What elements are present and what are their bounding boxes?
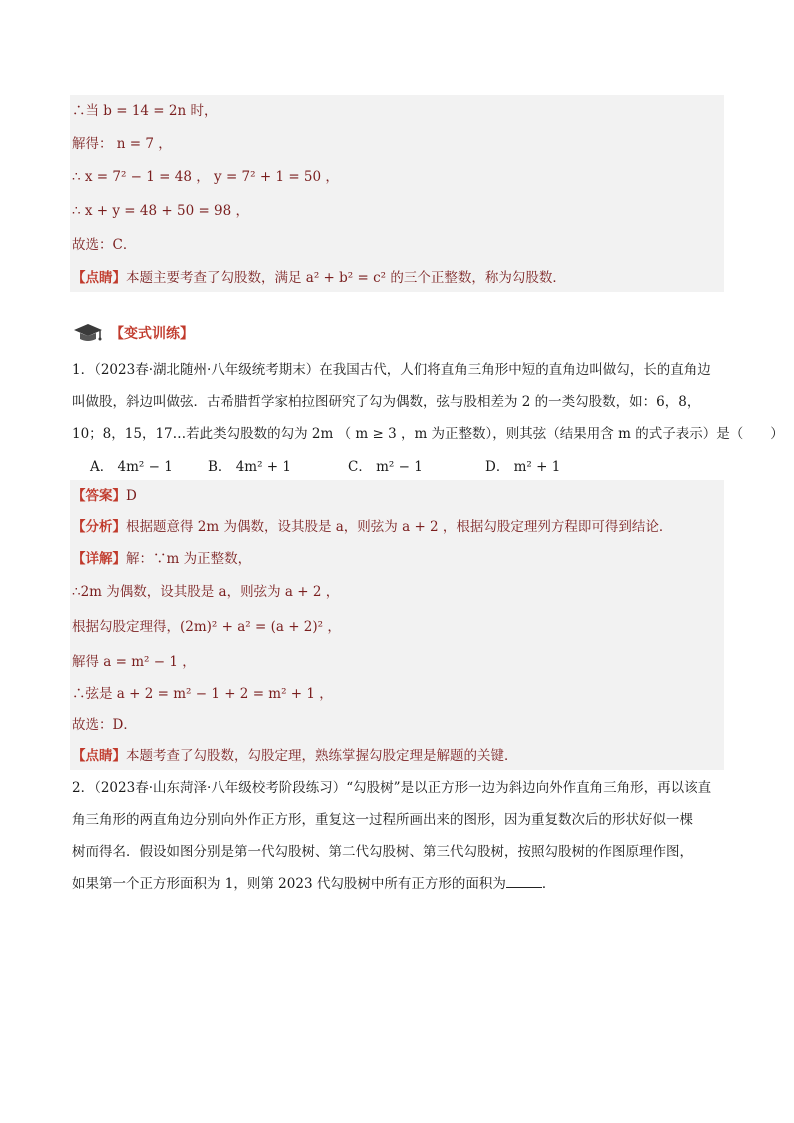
q1-detail <box>72 549 251 569</box>
q1-detail-line-1: ∴2m 为偶数，设其股是 a，则弦为 a + 2 ， <box>72 584 340 600</box>
q1-line-1: 1．（2023春·湖北随州·八年级统考期末）在我国古代，人们将直角三角形中短的直角边叫做勾，长的直角边 <box>72 362 711 378</box>
solution-line-5: 故选：C． <box>72 237 137 253</box>
q1-comment-tag: 【点睛】 <box>72 748 126 764</box>
graduation-cap-icon <box>72 322 104 344</box>
comment-text: 本题主要考查了勾股数，满足 a² + b² = c² 的三个正整数，称为勾股数． <box>126 270 566 286</box>
solution-line-1: ∴当 b = 14 = 2n 时， <box>72 103 218 119</box>
q1-detail-line-3: 解得 a = m² − 1 ， <box>72 654 196 670</box>
analysis-text: 根据题意得 2m 为偶数，设其股是 a，则弦为 a + 2 ，根据勾股定理列方程即可得到结论． <box>126 519 673 535</box>
answer-value: D <box>126 488 137 504</box>
choice-c: C． m² − 1 <box>348 459 423 475</box>
q1-detail-line-4: ∴弦是 a + 2 = m² − 1 + 2 = m² + 1 ， <box>72 686 333 702</box>
solution-comment <box>72 268 566 288</box>
comment-tag: 【点睛】 <box>72 270 126 286</box>
q1-analysis <box>72 517 672 537</box>
q2-line-1: 2．（2023春·山东菏泽·八年级校考阶段练习）“勾股树”是以正方形一边为斜边向外作直角三角形，再以该直 <box>72 780 712 796</box>
q1-line-2: 叫做股，斜边叫做弦．古希腊哲学家柏拉图研究了勾为偶数，弦与股相差为 2 的一类勾股数，如：6，8， <box>72 394 701 410</box>
choice-a: A． 4m² − 1 <box>90 459 173 475</box>
q1-line-3: 10；8，15，17…若此类勾股数的勾为 2m （ m ≥ 3 ，m 为正整数），则其弦（结果用含 m 的式子表示）是（ ） <box>72 426 784 442</box>
solution-line-3: ∴ x = 7² − 1 = 48 ， y = 7² + 1 = 50 ， <box>72 169 339 185</box>
q2-line-4-text: 如果第一个正方形面积为 1，则第 2023 代勾股树中所有正方形的面积为 <box>72 876 506 892</box>
q1-comment <box>72 746 518 766</box>
choice-d: D． m² + 1 <box>485 459 561 475</box>
solution-line-2: 解得： n = 7 ， <box>72 136 172 152</box>
q2-line-2: 角三角形的两直角边分别向外作正方形，重复这一过程所画出来的图形，因为重复数次后的形状好似一棵 <box>72 812 693 828</box>
solution-block <box>70 95 724 292</box>
answer-tag: 【答案】 <box>72 488 126 504</box>
choice-b: B． 4m² + 1 <box>208 459 291 475</box>
detail-text: 解：∵m 为正整数， <box>126 551 252 567</box>
q1-detail-line-5: 故选：D． <box>72 717 137 733</box>
section-heading <box>72 322 194 344</box>
analysis-tag: 【分析】 <box>72 519 126 535</box>
q1-comment-text: 本题考查了勾股数，勾股定理，熟练掌握勾股定理是解题的关键． <box>126 748 518 764</box>
answer-blank <box>506 875 542 888</box>
q1-answer <box>72 486 137 506</box>
q2-line-4-end: ． <box>541 876 556 892</box>
q2-line-4 <box>72 874 555 894</box>
q1-detail-line-2: 根据勾股定理得，(2m)² + a² = (a + 2)² ， <box>72 619 341 635</box>
section-title: 【变式训练】 <box>110 326 194 342</box>
solution-line-4: ∴ x + y = 48 + 50 = 98 ， <box>72 203 250 219</box>
detail-tag: 【详解】 <box>72 551 126 567</box>
q2-line-3: 树而得名．假设如图分别是第一代勾股树、第二代勾股树、第三代勾股树，按照勾股树的作图原理作图， <box>72 844 693 860</box>
